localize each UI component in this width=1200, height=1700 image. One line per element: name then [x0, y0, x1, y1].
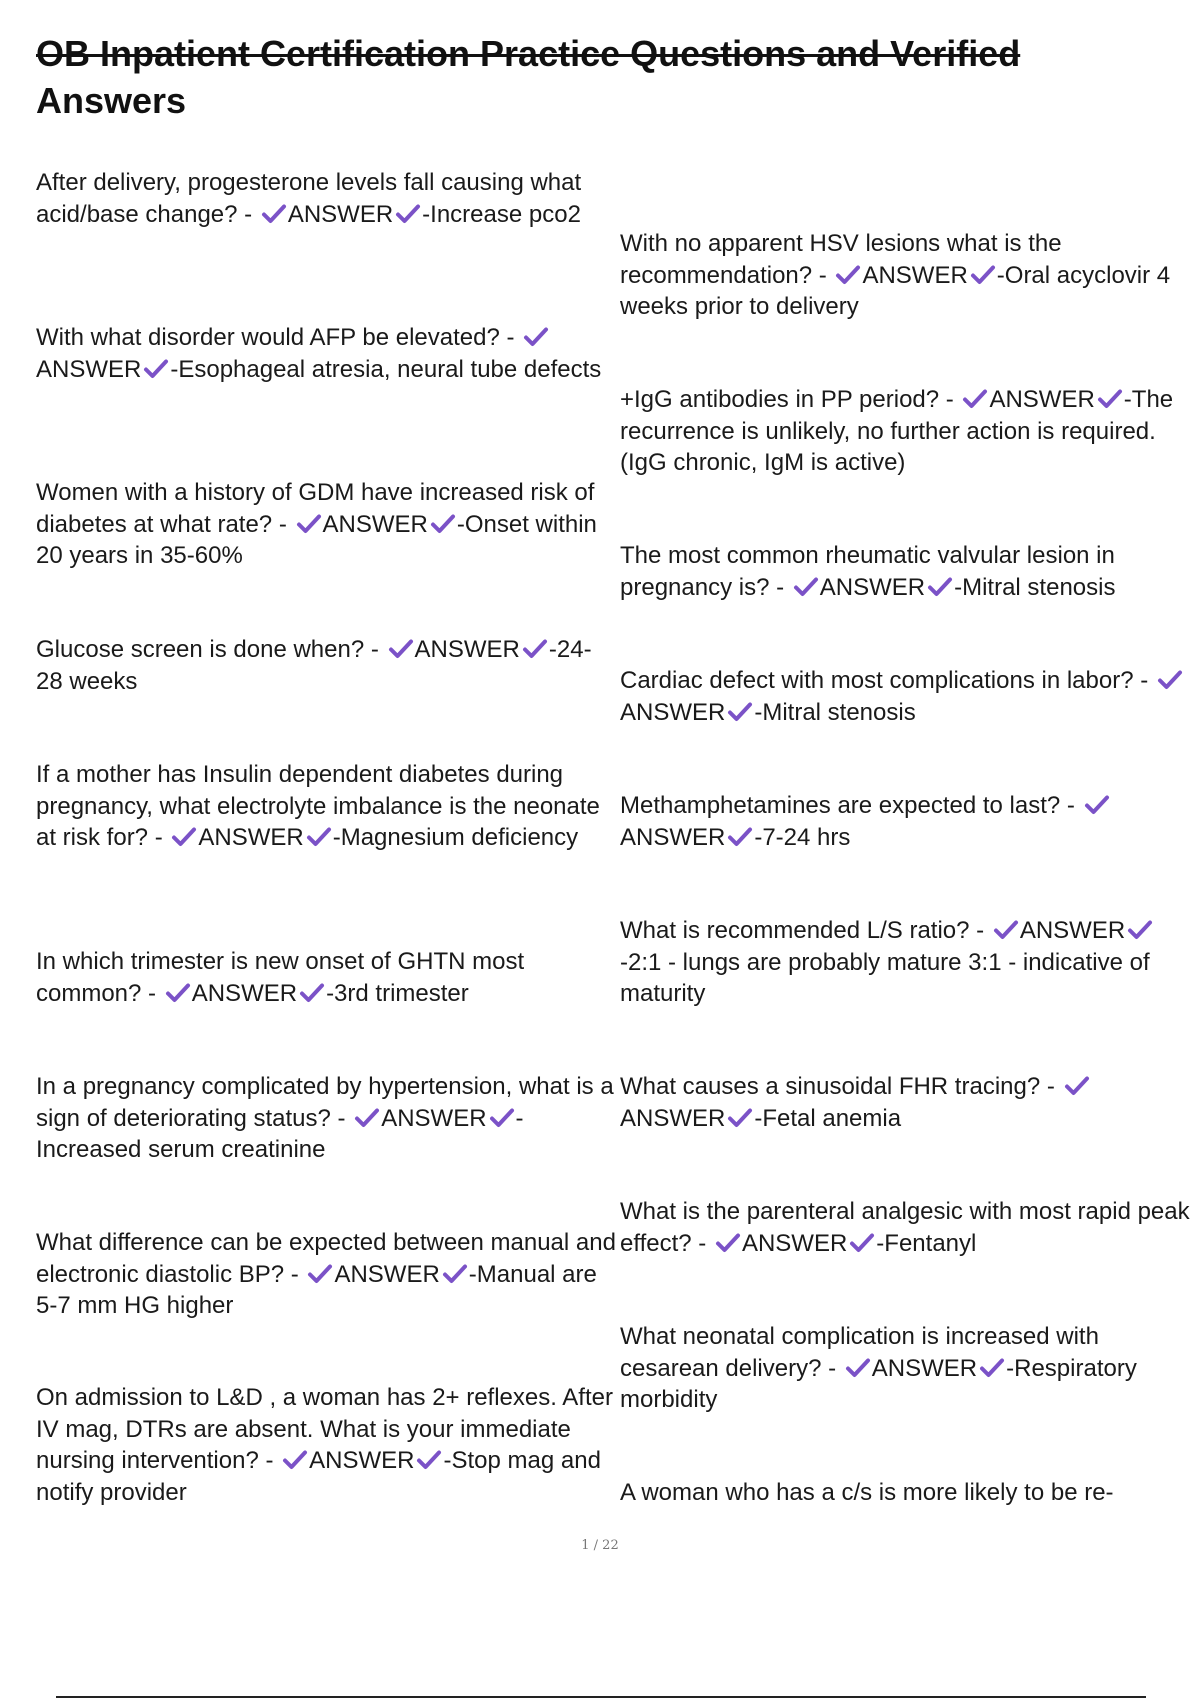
check-icon [171, 826, 197, 848]
check-icon [979, 1357, 1005, 1379]
answer-text: -Onset within 20 years in 35-60% [36, 510, 597, 569]
check-icon [1127, 919, 1153, 941]
answer-label: ANSWER [1019, 917, 1126, 944]
check-icon [715, 1232, 741, 1254]
check-icon [395, 203, 421, 225]
question-text: If a mother has Insulin dependent diabetes during pregnancy, what electrolyte imbalance is the neonate at risk for? - [36, 761, 600, 851]
check-icon [962, 388, 988, 410]
question-text: With what disorder would AFP be elevated? - [36, 324, 515, 351]
check-icon [261, 203, 287, 225]
check-icon [835, 264, 861, 286]
check-icon [993, 919, 1019, 941]
check-icon [793, 576, 819, 598]
answer-text: -Mitral stenosis [754, 698, 916, 726]
answer-label: ANSWER [862, 261, 968, 289]
question-text: What neonatal complication is increased with cesarean delivery? - [620, 1323, 1099, 1382]
check-icon [727, 701, 753, 723]
answer-label: ANSWER [322, 510, 428, 538]
qa-item [620, 915, 1195, 1010]
check-icon [430, 513, 456, 535]
check-icon [927, 576, 953, 598]
qa-item [620, 665, 1195, 728]
check-icon [845, 1357, 871, 1379]
question-text: Methamphetamines are expected to last? - [620, 792, 1075, 819]
check-icon [1064, 1075, 1090, 1097]
qa-item [36, 946, 616, 1009]
answer-text: -2:1 - lungs are probably mature 3:1 - indicative of maturity [620, 948, 1150, 1007]
question-text: What difference can be expected between manual and electronic diastolic BP? - [36, 1229, 616, 1288]
question-text: What is recommended L/S ratio? - [620, 917, 985, 944]
answer-label: ANSWER [871, 1354, 978, 1382]
check-icon [442, 1263, 468, 1285]
answer-text: -Fetal anemia [754, 1104, 902, 1132]
qa-item [620, 1321, 1195, 1416]
check-icon [523, 326, 549, 348]
check-icon [143, 358, 169, 380]
qa-item-partial [620, 1477, 1195, 1509]
answer-label: ANSWER [620, 1104, 726, 1132]
qa-item [620, 384, 1195, 479]
answer-text: -Increased serum creatinine [36, 1104, 524, 1163]
check-icon [282, 1449, 308, 1471]
qa-item [36, 322, 616, 385]
qa-item [36, 167, 616, 230]
answer-text: -7-24 hrs [754, 823, 851, 851]
question-text: With no apparent HSV lesions what is the recommendation? - [620, 230, 1062, 289]
answer-label: ANSWER [36, 355, 142, 383]
qa-item [620, 1196, 1195, 1259]
answer-text: -Fentanyl [876, 1229, 977, 1257]
qa-item [620, 1071, 1195, 1134]
check-icon [354, 1107, 380, 1129]
answer-text: -Respiratory morbidity [620, 1354, 1137, 1413]
qa-item [36, 477, 616, 572]
question-text: A woman who has a c/s is more likely to be re- [620, 1479, 1114, 1506]
answer-label: ANSWER [334, 1260, 440, 1288]
answer-text: -The recurrence is unlikely, no further action is required. (IgG chronic, IgM is active) [620, 386, 1174, 476]
answer-label: ANSWER [414, 636, 520, 663]
check-icon [1157, 669, 1183, 691]
check-icon [307, 1263, 333, 1285]
page-title [36, 30, 1156, 124]
answer-label: ANSWER [819, 573, 926, 601]
qa-item [620, 540, 1195, 603]
check-icon [1084, 794, 1110, 816]
qa-item [620, 790, 1195, 853]
check-icon [1097, 388, 1123, 410]
answer-text: -3rd trimester [326, 979, 469, 1007]
qa-item [36, 1382, 616, 1508]
answer-text: -Mitral stenosis [954, 573, 1116, 601]
qa-item [620, 228, 1195, 323]
question-text: What causes a sinusoidal FHR tracing? - [620, 1073, 1055, 1100]
question-text: Glucose screen is done when? - [36, 636, 379, 663]
check-icon [970, 264, 996, 286]
answer-label: ANSWER [381, 1104, 487, 1132]
check-icon [296, 513, 322, 535]
question-text: What is the parenteral analgesic with most rapid peak effect? - [620, 1198, 1190, 1257]
answer-text: -Oral acyclovir 4 weeks prior to delivery [620, 261, 1171, 320]
answer-label: ANSWER [620, 698, 726, 726]
question-text: After delivery, progesterone levels fall causing what acid/base change? - [36, 169, 582, 228]
answer-label: ANSWER [989, 386, 1095, 413]
page-divider [56, 1696, 1146, 1698]
check-icon [416, 1449, 442, 1471]
check-icon [522, 638, 548, 660]
question-text: On admission to L&D , a woman has 2+ reflexes. After IV mag, DTRs are absent. What is your immediate nursing intervention? - [36, 1384, 613, 1474]
answer-label: ANSWER [198, 824, 304, 851]
answer-text: -Stop mag and notify provider [36, 1447, 601, 1506]
page-number: 1 / 22 [581, 1538, 619, 1553]
title-line-2: Answers [36, 80, 187, 121]
question-text: Women with a history of GDM have increased risk of diabetes at what rate? - [36, 479, 595, 538]
check-icon [165, 982, 191, 1004]
answer-label: ANSWER [191, 979, 298, 1007]
qa-item [36, 1071, 616, 1166]
check-icon [299, 982, 325, 1004]
qa-item [36, 759, 616, 854]
qa-item [36, 634, 616, 697]
question-text: In a pregnancy complicated by hypertension, what is a sign of deteriorating status? - [36, 1073, 614, 1132]
question-text: +IgG antibodies in PP period? - [620, 386, 954, 413]
check-icon [727, 826, 753, 848]
answer-text: -Esophageal atresia, neural tube defects [170, 355, 602, 383]
answer-label: ANSWER [309, 1447, 415, 1474]
answer-text: -Manual are 5-7 mm HG higher [36, 1260, 597, 1319]
answer-text: -Increase pco2 [422, 200, 581, 228]
check-icon [849, 1232, 875, 1254]
question-text: In which trimester is new onset of GHTN most common? - [36, 948, 525, 1007]
question-text: Cardiac defect with most complications in labor? - [620, 667, 1149, 694]
answer-label: ANSWER [620, 823, 726, 851]
answer-text: -24-28 weeks [36, 636, 592, 695]
answer-label: ANSWER [741, 1229, 848, 1257]
check-icon [489, 1107, 515, 1129]
qa-item [36, 1227, 616, 1322]
check-icon [727, 1107, 753, 1129]
check-icon [306, 826, 332, 848]
answer-label: ANSWER [287, 200, 394, 228]
title-line-1: OB Inpatient Certification Practice Questions and Verified [36, 33, 1021, 74]
check-icon [388, 638, 414, 660]
answer-text: -Magnesium deficiency [332, 824, 579, 851]
question-text: The most common rheumatic valvular lesion in pregnancy is? - [620, 542, 1115, 601]
